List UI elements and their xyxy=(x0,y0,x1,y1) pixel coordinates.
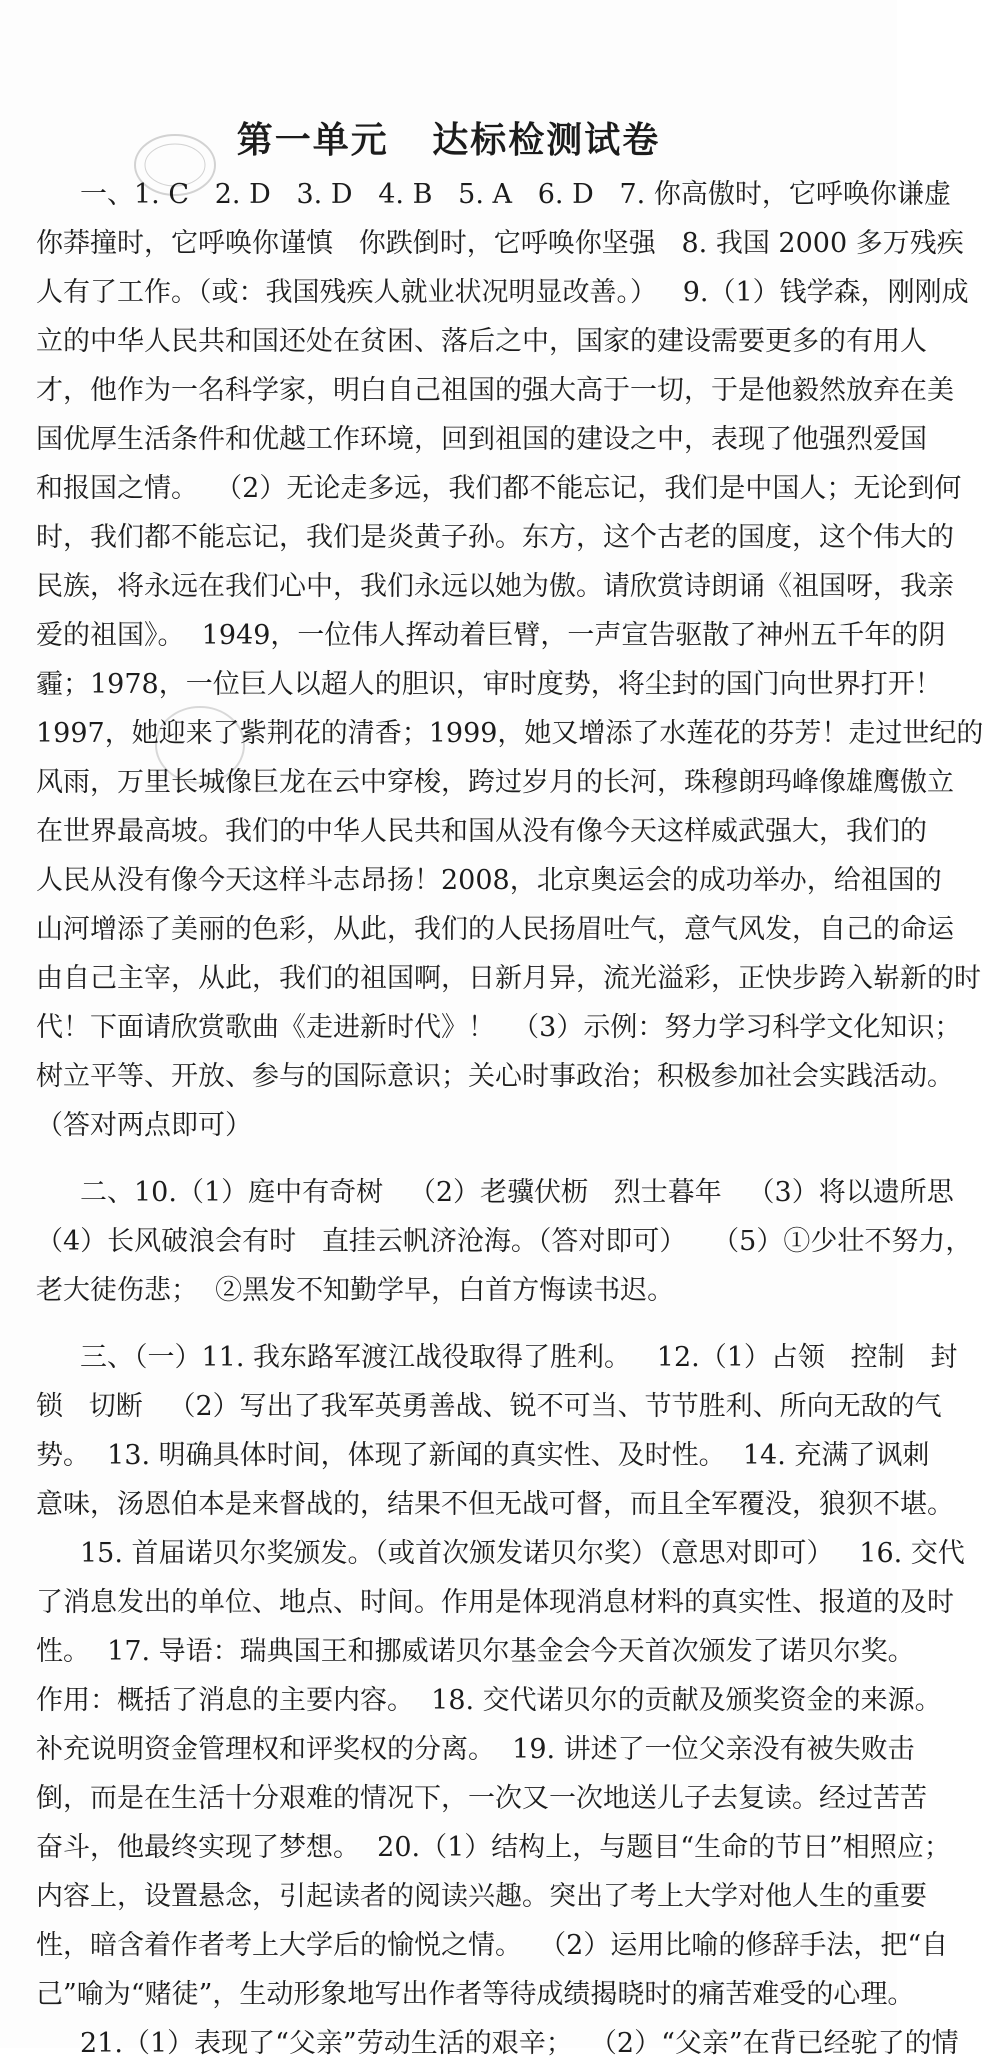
text-line: 树立平等、开放、参与的国际意识；关心时事政治；积极参加社会实践活动。 xyxy=(36,1061,954,1092)
text-line: 意味，汤恩伯本是来督战的，结果不但无战可督，而且全军覆没，狼狈不堪。 xyxy=(36,1489,954,1520)
text-line: 才，他作为一名科学家，明白自己祖国的强大高于一切，于是他毅然放弃在美 xyxy=(36,375,954,406)
text-line: 性。 17. 导语：瑞典国王和挪威诺贝尔基金会今天首次颁发了诺贝尔奖。 xyxy=(36,1636,915,1667)
text-line: （答对两点即可） xyxy=(36,1110,252,1141)
text-line: 爱的祖国》。 1949，一位伟人挥动着巨臂，一声宣告驱散了神州五千年的阴 xyxy=(36,620,946,651)
text-line: 人有了工作。（或：我国残疾人就业状况明显改善。） 9.（1）钱学森，刚刚成 xyxy=(36,277,969,308)
text-line: 立的中华人民共和国还处在贫困、落后之中，国家的建设需要更多的有用人 xyxy=(36,326,927,357)
text-line: 一、1. C 2. D 3. D 4. B 5. A 6. D 7. 你高傲时，它呼唤你谦虚 xyxy=(80,179,951,210)
text-line: 了消息发出的单位、地点、时间。作用是体现消息材料的真实性、报道的及时 xyxy=(36,1587,954,1618)
text-line: 锁 切断 （2）写出了我军英勇善战、锐不可当、节节胜利、所向无敌的气 xyxy=(36,1391,942,1422)
text-line: 1997，她迎来了紫荆花的清香；1999，她又增添了水莲花的芬芳！走过世纪的 xyxy=(36,718,983,749)
text-line: 国优厚生活条件和优越工作环境，回到祖国的建设之中，表现了他强烈爱国 xyxy=(36,424,927,455)
text-line: 山河增添了美丽的色彩，从此，我们的人民扬眉吐气，意气风发，自己的命运 xyxy=(36,914,954,945)
text-line: 在世界最高坡。我们的中华人民共和国从没有像今天这样威武强大，我们的 xyxy=(36,816,927,847)
text-line: 民族，将永远在我们心中，我们永远以她为傲。请欣赏诗朗诵《祖国呀，我亲 xyxy=(36,571,954,602)
text-line: 补充说明资金管理权和评奖权的分离。 19. 讲述了一位父亲没有被失败击 xyxy=(36,1734,915,1765)
text-line: 代！下面请欣赏歌曲《走进新时代》！ （3）示例：努力学习科学文化知识； xyxy=(36,1012,962,1043)
text-line: 人民从没有像今天这样斗志昂扬！2008，北京奥运会的成功举办，给祖国的 xyxy=(36,865,942,896)
text-line: 势。 13. 明确具体时间，体现了新闻的真实性、及时性。 14. 充满了讽刺 xyxy=(36,1440,930,1471)
text-line: 由自己主宰，从此，我们的祖国啊，日新月异，流光溢彩，正快步跨入崭新的时 xyxy=(36,963,981,994)
text-line: 15. 首届诺贝尔奖颁发。（或首次颁发诺贝尔奖）（意思对即可） 16. 交代 xyxy=(80,1538,965,1569)
text-line: 21.（1）表现了“父亲”劳动生活的艰辛； （2）“父亲”在背已经驼了的情 xyxy=(80,2028,959,2059)
text-line: 霾；1978，一位巨人以超人的胆识，审时度势，将尘封的国门向世界打开！ xyxy=(36,669,942,700)
text-line: 你莽撞时，它呼唤你谨慎 你跌倒时，它呼唤你坚强 8. 我国 2000 多万残疾 xyxy=(36,228,964,259)
text-line: 老大徒伤悲； ②黑发不知勤学早，白首方悔读书迟。 xyxy=(36,1275,675,1306)
text-line: 风雨，万里长城像巨龙在云中穿梭，跨过岁月的长河，珠穆朗玛峰像雄鹰傲立 xyxy=(36,767,954,798)
text-line: （4）长风破浪会有时 直挂云帆济沧海。（答对即可） （5）①少壮不努力， xyxy=(36,1226,973,1257)
text-line: 倒，而是在生活十分艰难的情况下，一次又一次地送儿子去复读。经过苦苦 xyxy=(36,1783,927,1814)
text-line: 时，我们都不能忘记，我们是炎黄子孙。东方，这个古老的国度，这个伟大的 xyxy=(36,522,954,553)
page-title: 第一单元 达标检测试卷 xyxy=(236,119,661,161)
text-line: 内容上，设置悬念，引起读者的阅读兴趣。突出了考上大学对他人生的重要 xyxy=(36,1881,927,1912)
text-line: 己”喻为“赌徒”，生动形象地写出作者等待成绩揭晓时的痛苦难受的心理。 xyxy=(36,1979,915,2010)
text-line: 二、10.（1）庭中有奇树 （2）老骥伏枥 烈士暮年 （3）将以遗所思 xyxy=(80,1177,954,1208)
answer-body xyxy=(36,170,983,2068)
text-line: 三、（一）11. 我东路军渡江战役取得了胜利。 12.（1）占领 控制 封 xyxy=(80,1342,958,1373)
text-line: 作用：概括了消息的主要内容。 18. 交代诺贝尔的贡献及颁奖资金的来源。 xyxy=(36,1685,942,1716)
text-line: 性，暗含着作者考上大学后的愉悦之情。 （2）运用比喻的修辞手法，把“自 xyxy=(36,1930,949,1961)
text-line: 奋斗，他最终实现了梦想。 20.（1）结构上，与题目“生命的节日”相照应； xyxy=(36,1832,951,1863)
text-line: 和报国之情。 （2）无论走多远，我们都不能忘记，我们是中国人；无论到何 xyxy=(36,473,962,504)
